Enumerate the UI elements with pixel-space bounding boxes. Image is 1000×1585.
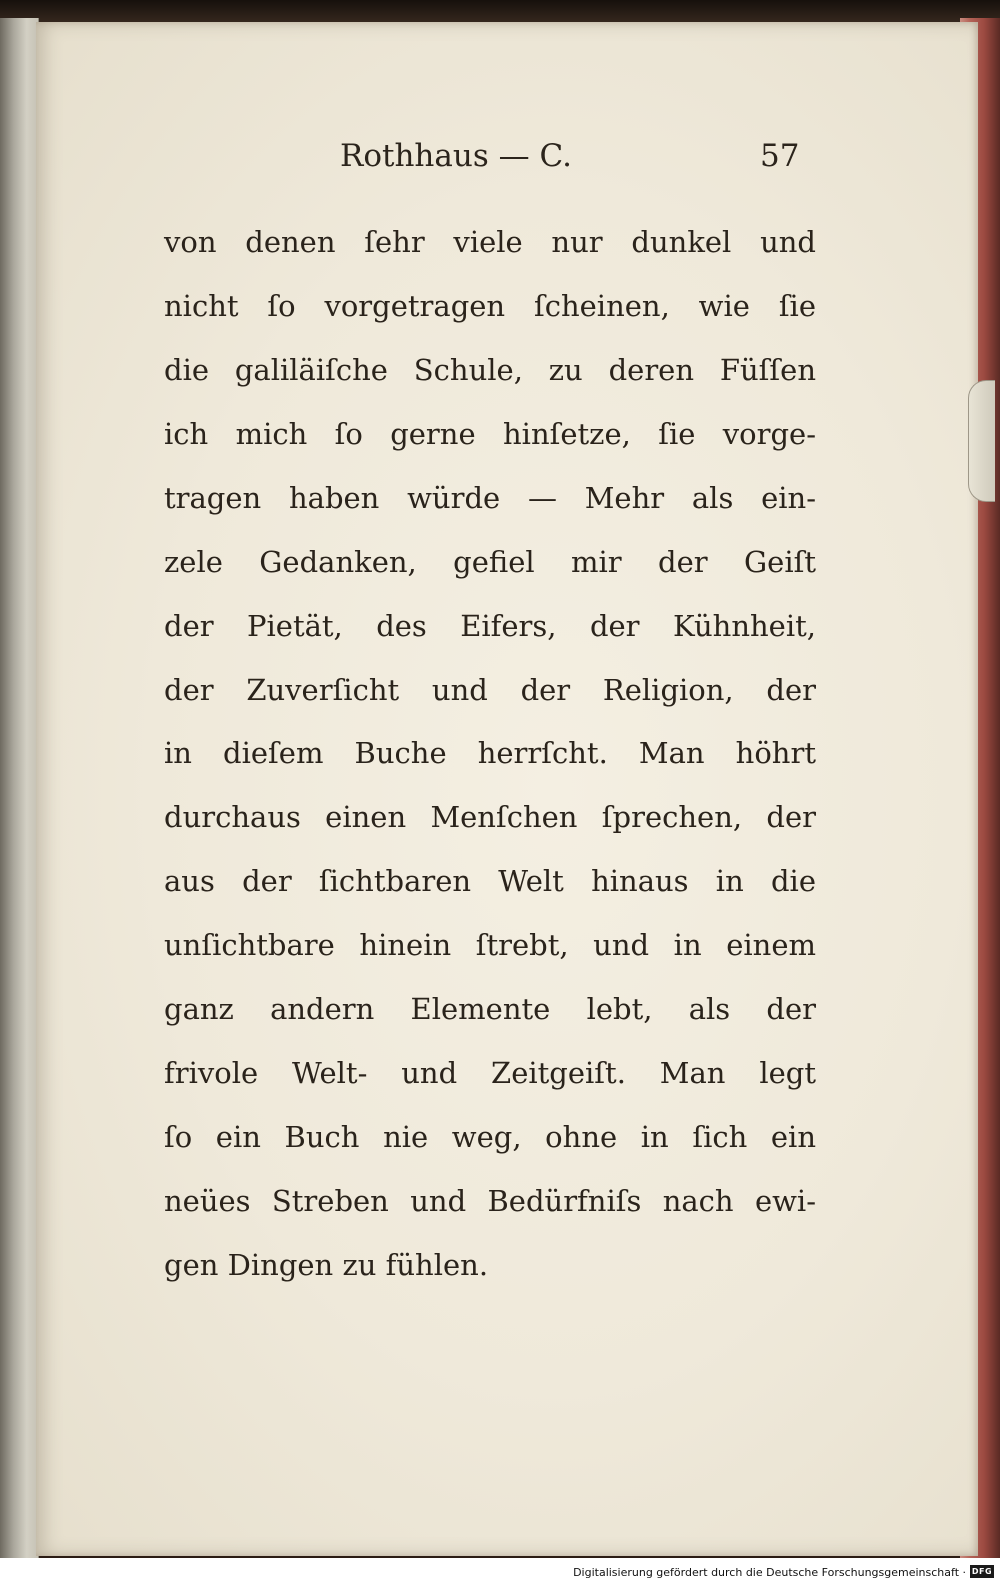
running-title: Rothhaus — C. [340,138,572,174]
left-page-edges [0,18,39,1558]
text-line: der Pietät, des Eifers, der Kühnheit, [164,609,816,643]
text-line: ſo ein Buch nie weg, ohne in ſich ein [164,1120,816,1154]
text-line: gen Dingen zu fühlen. [164,1248,489,1282]
text-line: zele Gedanken, gefiel mir der Geiſt [164,545,816,579]
text-line: nicht ſo vorgetragen ſcheinen, wie ſie [164,289,816,323]
text-line: die galiläiſche Schule, zu deren Füſſen [164,353,816,387]
bookmark-tab [968,380,995,502]
text-line: neües Streben und Bedürfniſs nach ewi- [164,1184,816,1218]
text-line: unſichtbare hinein ſtrebt, und in einem [164,928,816,962]
text-line: frivole Welt- und Zeitgeiſt. Man legt [164,1056,816,1090]
page-number: 57 [760,138,800,174]
dfg-logo: DFG [971,1567,993,1576]
text-line: ganz andern Elemente lebt, als der [164,992,816,1026]
text-line: durchaus einen Menſchen ſprechen, der [164,800,816,834]
text-line: in dieſem Buche herrſcht. Man höhrt [164,736,816,770]
text-line: ich mich ſo gerne hinſetze, ſie vorge- [164,417,816,451]
text-line: der Zuverſicht und der Religion, der [164,673,816,707]
digitization-credit: Digitalisierung gefördert durch die Deutsche Forschungsgemeinschaft · [573,1566,966,1579]
text-line: tragen haben würde — Mehr als ein- [164,481,816,515]
text-line: von denen ſehr viele nur dunkel und [164,225,816,259]
text-line: aus der ſichtbaren Welt hinaus in die [164,864,816,898]
